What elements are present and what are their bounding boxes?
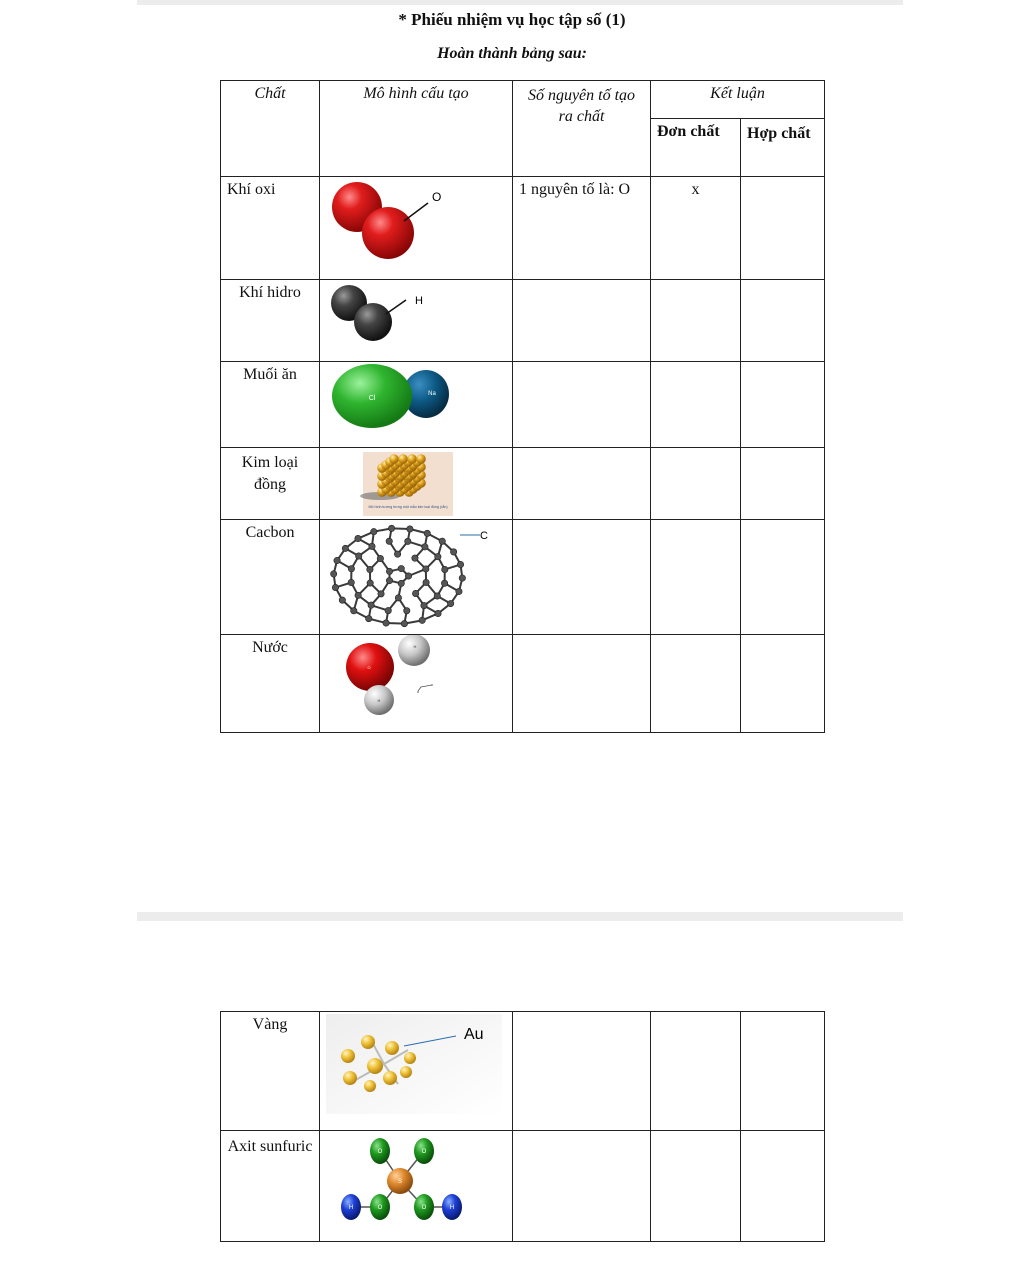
substance-name: Muối ăn: [221, 362, 320, 448]
acid-atom-label: H: [348, 1205, 354, 1211]
sodium-label: Na: [428, 391, 436, 397]
substance-name: Khí hidro: [221, 280, 320, 362]
elements-cell[interactable]: [513, 1131, 651, 1242]
water-hydrogen-label: H: [413, 644, 417, 649]
table-row: [221, 362, 825, 448]
substance-name: Khí oxi: [221, 177, 320, 280]
table-row: [221, 1131, 825, 1242]
carbon-fullerene-model: [320, 520, 513, 635]
oxygen-model: [320, 177, 513, 280]
page-top-edge: [137, 0, 903, 5]
copper-model: [320, 448, 513, 520]
simple-substance-cell[interactable]: [651, 1012, 741, 1131]
simple-substance-cell[interactable]: [651, 1131, 741, 1242]
hydrogen-label: H: [415, 295, 423, 307]
table-row: [221, 177, 825, 280]
task-table-continued: [220, 1011, 825, 1242]
simple-substance-cell[interactable]: [651, 280, 741, 362]
compound-cell[interactable]: [741, 280, 825, 362]
copper-caption: Mô hình tượng trưng một mẫu kim loại đồng (rắn): [368, 505, 448, 509]
substance-name: Vàng: [221, 1012, 320, 1131]
worksheet-title: * Phiếu nhiệm vụ học tập số (1): [398, 10, 626, 29]
elements-cell[interactable]: [513, 635, 651, 733]
table-row: [221, 1012, 825, 1131]
chlorine-label: Cl: [368, 395, 376, 402]
compound-cell[interactable]: [741, 362, 825, 448]
compound-cell[interactable]: [741, 1131, 825, 1242]
header-substance: Chất: [221, 81, 320, 177]
water-hydrogen-label: H: [377, 698, 381, 703]
substance-name: Kim loại đồng: [221, 448, 320, 520]
compound-cell[interactable]: [741, 635, 825, 733]
task-table: [220, 80, 825, 733]
worksheet-subtitle: Hoàn thành bảng sau:: [437, 45, 587, 62]
elements-cell[interactable]: [513, 1012, 651, 1131]
header-simple-substance: Đơn chất: [651, 119, 741, 177]
elements-cell[interactable]: 1 nguyên tố là: O: [513, 177, 651, 280]
table-row: [221, 448, 825, 520]
sulfuric-acid-model: [320, 1131, 513, 1242]
acid-atom-label: H: [449, 1205, 455, 1211]
page-separator: [137, 912, 903, 921]
gold-model: [320, 1012, 513, 1131]
elements-cell[interactable]: [513, 280, 651, 362]
oxygen-label: O: [432, 190, 442, 204]
substance-name: Axit sunfuric: [221, 1131, 320, 1242]
elements-cell[interactable]: [513, 362, 651, 448]
water-oxygen-label: O: [367, 665, 371, 670]
elements-cell[interactable]: [513, 520, 651, 635]
hydrogen-model: [320, 280, 513, 362]
compound-cell[interactable]: [741, 448, 825, 520]
compound-cell[interactable]: [741, 1012, 825, 1131]
compound-cell[interactable]: [741, 520, 825, 635]
acid-atom-label: O: [421, 1149, 427, 1155]
gold-label: Au: [464, 1026, 484, 1043]
acid-atom-label: O: [377, 1149, 383, 1155]
acid-atom-label: S: [397, 1179, 403, 1185]
acid-atom-label: O: [421, 1205, 427, 1211]
simple-substance-cell[interactable]: [651, 362, 741, 448]
table-row: [221, 280, 825, 362]
header-model: Mô hình cấu tạo: [320, 81, 513, 177]
simple-substance-cell[interactable]: x: [651, 177, 741, 280]
table-row: [221, 635, 825, 733]
header-elements: Số nguyên tố tạo ra chất: [513, 81, 651, 177]
compound-cell[interactable]: [741, 177, 825, 280]
salt-model: [320, 362, 513, 448]
simple-substance-cell[interactable]: [651, 520, 741, 635]
substance-name: Cacbon: [221, 520, 320, 635]
acid-atom-label: O: [377, 1205, 383, 1211]
carbon-label: C: [480, 530, 488, 542]
simple-substance-cell[interactable]: [651, 635, 741, 733]
table-row: [221, 520, 825, 635]
water-model: [320, 635, 513, 733]
substance-name: Nước: [221, 635, 320, 733]
header-conclusion: Kết luận: [651, 81, 825, 119]
header-compound: Hợp chất: [741, 119, 825, 177]
elements-cell[interactable]: [513, 448, 651, 520]
simple-substance-cell[interactable]: [651, 448, 741, 520]
